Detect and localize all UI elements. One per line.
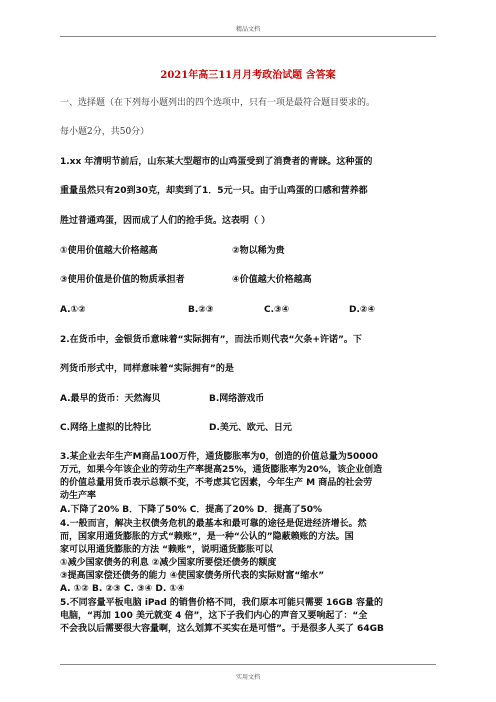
- q1-statement-4: ④价值越大价格越高: [232, 275, 312, 285]
- header-rule: [60, 36, 436, 37]
- q3-line2: 万元，如果今年该企业的劳动生产率提高25%，通货膨胀率为20%，该企业创造: [60, 465, 383, 475]
- q1-stem-line3: 胜过普通鸡蛋，因而成了人们的抢手货。这表明（ ）: [60, 216, 271, 226]
- q4-line4: ①减少国家债务的利息 ②减少国家所要偿还债务的额度: [60, 558, 277, 568]
- q3-line3: 的价值总量用货币表示总额不变，不考虑其它因素，今年生产 M 商品的社会劳: [60, 478, 373, 488]
- q1-stem-line2: 重量虽然只有20到30克，却卖到了1．5元一只。由于山鸡蛋的口感和营养都: [60, 186, 368, 196]
- footer-note: 实用文档: [235, 674, 260, 681]
- q3-options: A.下降了20% B．下降了50% C．提高了20% D．提高了50%: [60, 505, 323, 515]
- q4-line2: 而，国家用通货膨胀的方式“赖账”，是一种“公认的”隐蔽赖账的方法。国: [60, 532, 354, 542]
- q5-line1: 5.不同容量平板电脑 iPad 的销售价格不同，我们原本可能只需要 16GB 容量的: [60, 598, 383, 608]
- q1-option-d: D.②④: [349, 305, 376, 315]
- header-note: 精品文档: [235, 26, 260, 33]
- section-instruction-line1: 一、选择题（在下列每小题列出的四个选项中，只有一项是最符合题目要求的。: [60, 98, 376, 108]
- q2-option-c: C.网络上虚拟的比特比: [60, 423, 152, 433]
- q1-statement-3: ③使用价值是价值的物质承担者: [60, 275, 185, 285]
- q2-stem-line1: 2.在货币中，金银货币意味着“实际拥有”，而法币则代表“欠条+许诺”。下: [60, 335, 362, 345]
- section-instruction-line2: 每小题2分，共50分）: [60, 127, 150, 137]
- q1-statement-1: ①使用价值越大价格越高: [60, 246, 158, 256]
- q1-statement-2: ②物以稀为贵: [232, 246, 285, 256]
- q4-line5: ③提高国家偿还债务的能力 ④使国家债务所代表的实际财富“缩水”: [60, 571, 325, 581]
- q3-line4: 动生产率: [60, 491, 97, 501]
- q4-line3: 家可以用通货膨胀的方法 “赖账”，说明通货膨胀可以: [60, 545, 273, 555]
- q1-option-b: B.②③: [188, 305, 214, 315]
- footer-rule: [60, 664, 436, 665]
- q4-line1: 4.一般而言，解决主权债务危机的最基本和最可靠的途径是促进经济增长。然: [60, 519, 367, 529]
- q5-line3: 不会我以后需要很大容量啊，这么划算不买实在是可惜”。于是很多人买了 64GB: [60, 624, 384, 634]
- q2-option-a: A.最早的货币：天然海贝: [60, 394, 161, 404]
- q2-stem-line2: 列货币形式中，同样意味着“实际拥有”的是: [60, 364, 234, 374]
- q1-option-a: A.①②: [60, 305, 86, 315]
- q1-option-c: C.③④: [264, 305, 290, 315]
- q2-option-b: B.网络游戏币: [209, 394, 265, 404]
- q3-line1: 3.某企业去年生产M商品100万件，通货膨胀率为0，创造的价值总量为50000: [60, 452, 378, 462]
- q4-options: A. ①② B. ②③ C. ③④ D. ①④: [60, 584, 185, 594]
- q5-line2: 电脑，“再加 100 美元就变 4 倍”，这下子我们内心的声音又要响起了：“全: [60, 611, 368, 621]
- q2-option-d: D.美元、欧元、日元: [209, 423, 292, 433]
- q1-stem-line1: 1.xx 年清明节前后，山东某大型超市的山鸡蛋受到了消费者的青睐。这种蛋的: [60, 157, 373, 167]
- page-title: 2021年高三11月月考政治试题 含答案: [160, 70, 336, 81]
